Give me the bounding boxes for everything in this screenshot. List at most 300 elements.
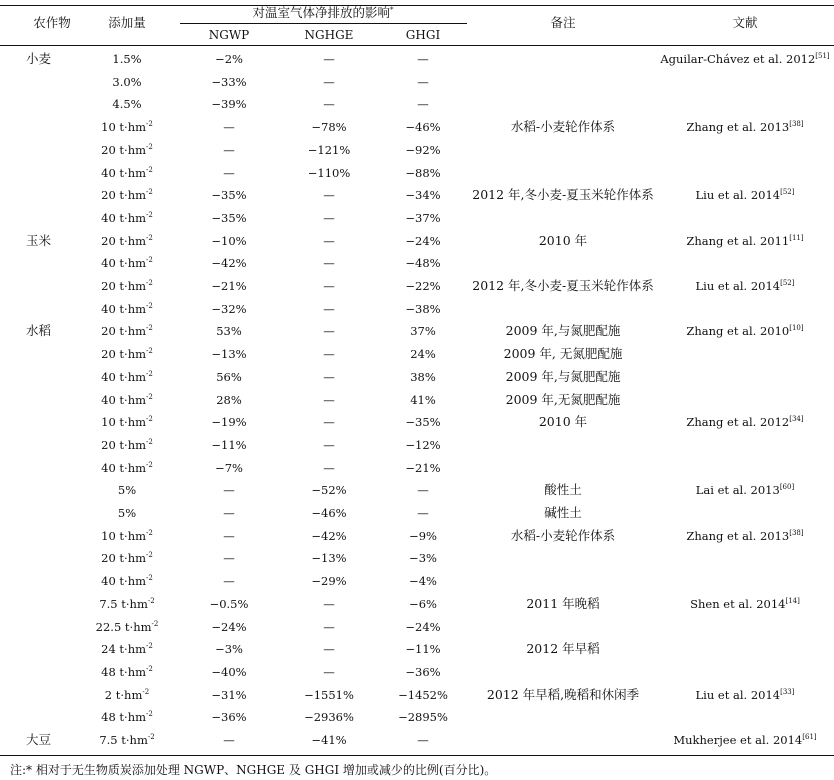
cell-nghge-text: —: [323, 188, 335, 203]
cell-nghge: [323, 665, 335, 679]
cell-amount: [99, 597, 154, 611]
cell-remark: [539, 234, 587, 248]
cell-amount-text: 40 t·hm: [101, 369, 147, 384]
cell-ngwp: [211, 188, 246, 202]
cell-amount: [101, 279, 153, 293]
cell-ghgi-text: −1452%: [398, 687, 448, 702]
cell-ref: [696, 279, 795, 293]
unit-exponent: -2: [146, 664, 153, 673]
cell-ngwp: [215, 461, 243, 475]
cell-nghge: [311, 529, 346, 543]
cell-remark: [511, 529, 615, 543]
cell-nghge: [323, 597, 335, 611]
cell-amount: [118, 506, 136, 520]
header-crop: 农作物: [33, 15, 71, 30]
cell-remark-text: 2009 年, 无氮肥配施: [503, 346, 623, 362]
cell-ngwp-text: —: [223, 551, 235, 566]
cell-amount-text: 20 t·hm: [101, 188, 147, 203]
cell-remark: [526, 642, 599, 656]
cell-nghge-text: —: [323, 437, 335, 452]
unit-exponent: -2: [146, 392, 153, 401]
cell-nghge: [323, 461, 335, 475]
cell-ngwp-text: −3%: [215, 642, 243, 657]
reference-number: [11]: [789, 233, 804, 242]
cell-nghge: [304, 688, 354, 702]
unit-exponent: -2: [146, 324, 153, 333]
cell-nghge-text: —: [323, 256, 335, 271]
cell-nghge: [304, 710, 354, 724]
cell-crop-text: 玉米: [26, 232, 52, 248]
cell-ref: [660, 52, 829, 66]
cell-amount-text: 10 t·hm: [101, 120, 147, 135]
cell-remark-text: 碱性土: [544, 505, 582, 520]
cell-nghge-text: −121%: [307, 142, 351, 157]
cell-nghge: [323, 211, 335, 225]
cell-nghge: [311, 733, 346, 747]
cell-ref-text: Lai et al. 2013: [695, 483, 780, 498]
cell-ngwp-text: −13%: [211, 347, 247, 362]
cell-amount-text: 7.5 t·hm: [99, 733, 148, 747]
cell-amount: [101, 551, 153, 565]
cell-ngwp: [223, 574, 235, 588]
cell-ngwp: [223, 529, 235, 543]
cell-amount: [101, 710, 153, 724]
cell-amount: [101, 415, 153, 429]
cell-ngwp-text: 28%: [216, 392, 242, 407]
cell-ref: [686, 120, 803, 134]
cell-ref: [673, 733, 816, 747]
cell-nghge: [323, 438, 335, 452]
cell-ngwp: [211, 710, 246, 724]
cell-ghgi-text: −2895%: [398, 710, 448, 725]
cell-amount-text: 20 t·hm: [101, 437, 147, 452]
cell-ngwp-text: −35%: [211, 188, 247, 203]
header-ghgi: GHGI: [405, 28, 441, 42]
cell-remark-text: 2009 年,无氮肥配施: [505, 391, 621, 407]
cell-remark: [544, 506, 582, 520]
cell-nghge-text: —: [323, 392, 335, 407]
cell-ghgi: [405, 438, 440, 452]
cell-amount-text: 40 t·hm: [101, 460, 147, 475]
unit-exponent: -2: [146, 233, 153, 242]
header-nghge: NGHGE: [304, 28, 354, 42]
cell-amount-text: 22.5 t·hm: [95, 619, 152, 634]
unit-exponent: -2: [146, 551, 153, 560]
cell-ngwp: [211, 75, 246, 89]
cell-remark: [504, 347, 623, 361]
cell-ghgi: [417, 52, 429, 66]
table-footnote: 注:* 相对于无生物质炭添加处理 NGWP、NGHGE 及 GHGI 增加或减少的比例(百分比)。: [10, 763, 497, 777]
cell-ngwp-text: —: [223, 483, 235, 498]
cell-amount-text: 20 t·hm: [101, 142, 147, 157]
cell-nghge-text: −29%: [311, 574, 347, 589]
cell-amount-text: 40 t·hm: [101, 392, 147, 407]
cell-ngwp: [223, 143, 235, 157]
cell-ghgi-text: —: [417, 97, 429, 112]
cell-amount-text: 20 t·hm: [101, 551, 147, 566]
cell-nghge-text: —: [323, 347, 335, 362]
cell-ngwp-text: —: [223, 142, 235, 157]
cell-ngwp-text: −24%: [211, 619, 247, 634]
cell-amount-text: 10 t·hm: [101, 415, 147, 430]
header-sub-rule: [180, 23, 467, 24]
cell-remark-text: 2012 年早稻: [526, 641, 600, 657]
cell-ghgi: [405, 461, 440, 475]
cell-ngwp: [223, 733, 235, 747]
cell-ref: [696, 483, 794, 497]
cell-ghgi-text: −37%: [405, 210, 441, 225]
cell-remark: [544, 483, 582, 497]
cell-ngwp: [211, 302, 246, 316]
cell-ghgi: [410, 393, 436, 407]
cell-remark-text: 2009 年,与氮肥配施: [505, 368, 621, 384]
cell-ngwp: [211, 97, 246, 111]
cell-ngwp: [211, 279, 246, 293]
cell-nghge-text: −2936%: [304, 710, 354, 725]
cell-amount: [99, 733, 154, 747]
cell-amount-text: 48 t·hm: [101, 664, 147, 679]
header-remark: 备注: [550, 15, 576, 30]
cell-ngwp-text: −40%: [211, 664, 247, 679]
cell-nghge: [308, 143, 351, 157]
cell-ngwp-text: −33%: [211, 74, 247, 89]
cell-ref-text: Zhang et al. 2010: [686, 324, 790, 339]
unit-exponent: -2: [146, 528, 153, 537]
cell-nghge-text: −52%: [311, 483, 347, 498]
cell-ngwp-text: —: [223, 528, 235, 543]
cell-remark-text: 2010 年: [538, 232, 588, 248]
cell-ngwp-text: −2%: [215, 52, 243, 66]
header-effect-group-text: 对温室气体净排放的影响: [252, 5, 391, 20]
cell-ngwp: [223, 551, 235, 565]
cell-ngwp-text: −35%: [211, 210, 247, 225]
cell-ngwp: [223, 483, 235, 497]
unit-exponent: -2: [146, 256, 153, 265]
cell-ghgi-text: −4%: [409, 574, 437, 589]
unit-exponent: -2: [146, 415, 153, 424]
cell-ghgi: [410, 324, 436, 338]
unit-exponent: -2: [146, 210, 153, 219]
reference-number: [60]: [779, 483, 795, 492]
cell-amount: [101, 370, 153, 384]
reference-number: [61]: [802, 733, 817, 741]
cell-nghge-text: —: [323, 460, 335, 475]
cell-ghgi-text: —: [417, 506, 429, 520]
header-amount: 添加量: [108, 15, 146, 30]
cell-ref-text: Zhang et al. 2011: [686, 233, 790, 248]
unit-exponent: -2: [146, 347, 153, 356]
cell-ghgi: [405, 120, 440, 134]
cell-ngwp: [216, 393, 242, 407]
cell-nghge-text: −13%: [311, 551, 347, 566]
cell-amount-text: 48 t·hm: [101, 710, 147, 725]
cell-crop-text: 水稻: [26, 323, 52, 339]
cell-ngwp: [216, 370, 242, 384]
cell-amount-text: 24 t·hm: [101, 642, 147, 657]
cell-nghge: [323, 279, 335, 293]
cell-amount: [101, 234, 153, 248]
cell-nghge: [323, 52, 335, 66]
cell-ngwp-text: —: [223, 120, 235, 135]
cell-ghgi: [405, 211, 440, 225]
unit-exponent: -2: [146, 165, 153, 174]
cell-amount: [101, 642, 153, 656]
cell-ghgi-text: −22%: [405, 279, 441, 293]
cell-amount: [101, 574, 153, 588]
cell-amount: [101, 188, 153, 202]
cell-amount: [112, 75, 141, 89]
cell-ref: [696, 688, 795, 702]
cell-remark-text: 2011 年晚稻: [526, 595, 600, 611]
cell-ghgi-text: 24%: [410, 347, 436, 362]
table-top-rule: [0, 5, 834, 6]
cell-ngwp: [211, 620, 246, 634]
cell-amount: [112, 52, 141, 66]
cell-amount-text: 40 t·hm: [101, 574, 147, 589]
cell-nghge-text: —: [323, 369, 335, 384]
cell-remark-text: 酸性土: [544, 482, 582, 498]
unit-exponent: -2: [146, 574, 153, 583]
cell-nghge: [311, 120, 346, 134]
cell-ghgi-text: −36%: [405, 664, 441, 679]
cell-ghgi-text: 37%: [410, 324, 436, 339]
cell-nghge-text: −41%: [311, 733, 347, 747]
cell-amount: [101, 211, 153, 225]
cell-ngwp: [216, 324, 242, 338]
unit-exponent: -2: [147, 733, 155, 741]
cell-ghgi: [405, 143, 440, 157]
cell-ghgi-text: −38%: [405, 301, 441, 316]
table-bottom-rule: [0, 755, 834, 756]
cell-ngwp: [223, 120, 235, 134]
header-effect-mark: *: [390, 6, 394, 14]
cell-ghgi: [417, 733, 429, 747]
cell-crop-text: 小麦: [26, 51, 52, 66]
cell-remark-text: 水稻-小麦轮作体系: [510, 527, 616, 543]
cell-ghgi-text: −46%: [405, 120, 441, 135]
cell-nghge: [323, 234, 335, 248]
cell-ngwp: [211, 665, 246, 679]
cell-remark-text: 2012 年早稻,晚稻和休闲季: [486, 686, 640, 702]
cell-ghgi-text: —: [417, 483, 429, 498]
cell-ngwp-text: −39%: [211, 97, 247, 112]
cell-ghgi: [409, 597, 437, 611]
cell-ref-text: Mukherjee et al. 2014: [673, 733, 803, 747]
cell-ghgi: [405, 279, 440, 293]
cell-nghge: [323, 75, 335, 89]
cell-amount-text: 40 t·hm: [101, 165, 147, 180]
cell-ngwp: [211, 438, 246, 452]
cell-amount: [101, 324, 153, 338]
reference-number: [38]: [789, 528, 804, 537]
cell-amount-text: 20 t·hm: [101, 279, 147, 293]
cell-ref-text: Zhang et al. 2013: [686, 120, 790, 135]
cell-nghge-text: —: [323, 301, 335, 316]
cell-amount-text: 20 t·hm: [101, 347, 147, 362]
cell-ghgi-text: —: [417, 74, 429, 89]
cell-ngwp: [223, 506, 235, 520]
cell-nghge-text: —: [323, 52, 335, 66]
cell-ref: [686, 415, 803, 429]
cell-amount-text: 10 t·hm: [101, 528, 147, 543]
cell-ngwp-text: 53%: [216, 324, 242, 339]
cell-ghgi-text: −9%: [409, 528, 437, 543]
cell-ghgi: [417, 75, 429, 89]
cell-remark: [472, 188, 653, 202]
cell-ghgi-text: −48%: [405, 256, 441, 271]
cell-amount-text: 4.5%: [112, 97, 142, 112]
cell-ghgi-text: −88%: [405, 165, 441, 180]
cell-amount-text: 3.0%: [112, 74, 142, 89]
cell-nghge-text: —: [323, 324, 335, 339]
cell-nghge: [311, 506, 346, 520]
cell-ghgi: [405, 620, 440, 634]
cell-ghgi: [405, 302, 440, 316]
unit-exponent: -2: [146, 279, 153, 287]
cell-remark: [506, 324, 621, 338]
cell-nghge-text: —: [323, 664, 335, 679]
cell-ngwp-text: 56%: [216, 369, 242, 384]
cell-nghge-text: —: [323, 233, 335, 248]
cell-remark: [487, 688, 639, 702]
cell-nghge-text: —: [323, 210, 335, 225]
cell-remark: [506, 393, 621, 407]
cell-ghgi-text: —: [417, 52, 429, 66]
reference-number: [38]: [789, 120, 804, 129]
cell-amount: [101, 665, 153, 679]
cell-ghgi: [405, 415, 440, 429]
cell-ghgi-text: −21%: [405, 460, 441, 475]
cell-amount: [101, 393, 153, 407]
cell-nghge-text: −1551%: [304, 687, 354, 702]
cell-ghgi: [409, 529, 437, 543]
cell-amount: [101, 256, 153, 270]
cell-remark-text: 水稻-小麦轮作体系: [510, 119, 616, 135]
cell-ref: [696, 188, 795, 202]
cell-ref-text: Liu et al. 2014: [695, 687, 781, 702]
cell-nghge-text: —: [323, 619, 335, 634]
cell-ghgi: [405, 256, 440, 270]
cell-ghgi: [405, 188, 440, 202]
cell-ngwp: [211, 234, 246, 248]
cell-remark: [506, 370, 621, 384]
cell-ghgi: [417, 506, 429, 520]
unit-exponent: -2: [146, 301, 153, 310]
cell-nghge: [311, 551, 346, 565]
unit-exponent: -2: [146, 369, 153, 378]
cell-ngwp-text: −42%: [211, 256, 247, 271]
reference-number: [33]: [780, 687, 795, 696]
cell-ref: [686, 529, 803, 543]
cell-nghge-text: —: [323, 596, 335, 611]
cell-ghgi: [405, 234, 440, 248]
cell-remark: [511, 120, 615, 134]
cell-amount: [101, 347, 153, 361]
cell-amount-text: 20 t·hm: [101, 233, 147, 248]
cell-ghgi: [405, 166, 440, 180]
header-ngwp: NGWP: [208, 28, 250, 42]
cell-ngwp: [211, 688, 246, 702]
cell-ref-text: Liu et al. 2014: [695, 188, 781, 203]
cell-ghgi-text: −12%: [405, 437, 441, 452]
cell-nghge-text: −42%: [311, 528, 347, 543]
cell-ref-text: Zhang et al. 2013: [686, 528, 790, 543]
cell-amount: [118, 483, 136, 497]
cell-ref-text: Shen et al. 2014: [690, 596, 786, 611]
reference-number: [10]: [789, 324, 804, 333]
cell-ngwp-text: −0.5%: [209, 596, 249, 611]
cell-nghge-text: −46%: [311, 506, 347, 520]
cell-amount-text: 5%: [117, 506, 137, 520]
cell-ngwp-text: −36%: [211, 710, 247, 725]
cell-nghge: [308, 166, 351, 180]
cell-amount-text: 40 t·hm: [101, 256, 147, 271]
cell-remark: [526, 597, 599, 611]
cell-ngwp-text: −10%: [211, 233, 247, 248]
cell-nghge-text: —: [323, 415, 335, 430]
cell-crop-text: 大豆: [26, 732, 52, 747]
cell-ngwp-text: —: [223, 165, 235, 180]
cell-ngwp-text: −31%: [211, 687, 247, 702]
cell-remark: [472, 279, 653, 293]
header-reference: 文献: [732, 15, 758, 30]
cell-nghge-text: −110%: [307, 165, 351, 180]
cell-ngwp-text: −21%: [211, 279, 247, 293]
cell-ghgi-text: —: [417, 733, 429, 747]
cell-ref-text: Aguilar-Chávez et al. 2012: [660, 52, 816, 66]
cell-nghge: [323, 415, 335, 429]
unit-exponent: -2: [146, 142, 153, 151]
header-bottom-rule: [0, 45, 834, 46]
unit-exponent: -2: [146, 710, 153, 719]
cell-crop: [26, 733, 51, 747]
cell-ref: [686, 234, 803, 248]
cell-ref: [686, 324, 803, 338]
cell-ghgi-text: −24%: [405, 619, 441, 634]
cell-nghge-text: —: [323, 642, 335, 657]
cell-nghge: [323, 324, 335, 338]
cell-ngwp-text: —: [223, 506, 235, 520]
cell-amount: [101, 302, 153, 316]
cell-nghge: [323, 393, 335, 407]
cell-ghgi: [417, 483, 429, 497]
unit-exponent: -2: [146, 188, 153, 197]
cell-nghge: [323, 642, 335, 656]
unit-exponent: -2: [146, 120, 153, 129]
cell-ngwp-text: −32%: [211, 301, 247, 316]
unit-exponent: -2: [146, 460, 153, 469]
cell-ngwp-text: −19%: [211, 415, 247, 430]
cell-ngwp-text: —: [223, 574, 235, 589]
cell-ghgi: [398, 688, 448, 702]
cell-ghgi-text: 41%: [410, 392, 436, 407]
cell-ngwp-text: −11%: [211, 437, 247, 452]
cell-ghgi-text: −24%: [405, 233, 441, 248]
cell-ghgi-text: −3%: [409, 551, 437, 566]
cell-remark-text: 2012 年,冬小麦-夏玉米轮作体系: [472, 278, 654, 293]
cell-nghge: [323, 256, 335, 270]
cell-ref-text: Zhang et al. 2012: [686, 415, 790, 430]
cell-crop: [26, 234, 51, 248]
cell-nghge: [311, 574, 346, 588]
cell-remark-text: 2009 年,与氮肥配施: [505, 323, 621, 339]
cell-ghgi-text: −92%: [405, 142, 441, 157]
cell-amount: [101, 461, 153, 475]
cell-nghge: [323, 620, 335, 634]
cell-ngwp: [223, 166, 235, 180]
cell-ngwp: [210, 597, 249, 611]
cell-ghgi: [405, 642, 440, 656]
